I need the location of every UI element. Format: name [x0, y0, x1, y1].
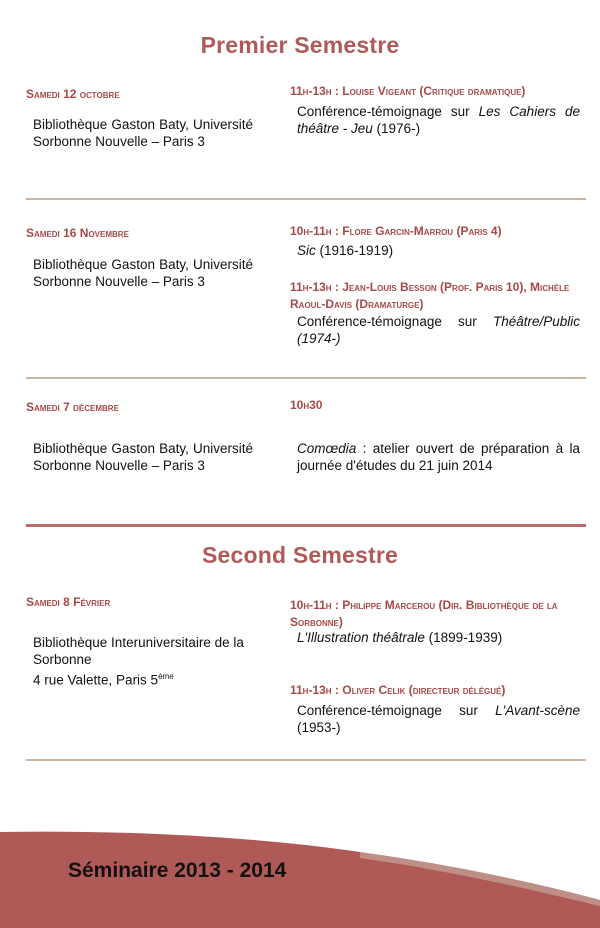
- event-time: 11h-13h : Jean-Louis Besson (Prof. Paris 10), Michèle Raoul-Davis (Dramaturge): [290, 280, 570, 311]
- session-date: Samedi 12 octobre: [26, 87, 120, 101]
- event-time: 10h-11h : Philippe Marcerou (Dir. Bibliothèque de la Sorbonne): [290, 598, 558, 629]
- event-description: Conférence-témoignage sur Les Cahiers de théâtre - Jeu (1976-): [297, 104, 580, 136]
- event-description: Conférence-témoignage sur Théâtre/Public (1974-): [297, 314, 580, 346]
- event-time: 11h-13h : Oliver Celik (directeur délégué): [290, 683, 506, 697]
- session-date: Samedi 8 Février: [26, 595, 111, 609]
- session-date: Samedi 16 Novembre: [26, 226, 129, 240]
- semester-title-2: Second Semestre: [201, 542, 399, 568]
- session-place: Bibliothèque Gaston Baty, Université Sorbonne Nouvelle – Paris 3: [33, 117, 253, 149]
- event-time: 10h-11h : Flore Garcin-Marrou (Paris 4): [290, 224, 502, 238]
- session-date: Samedi 7 décembre: [26, 400, 119, 414]
- event-time: 10h30: [290, 398, 323, 412]
- footer-title: Séminaire 2013 - 2014: [68, 859, 287, 882]
- session-place: Bibliothèque Gaston Baty, Université Sorbonne Nouvelle – Paris 3: [33, 257, 253, 289]
- divider: [26, 198, 586, 200]
- divider: [26, 759, 586, 761]
- divider: [26, 377, 586, 379]
- event-description: Conférence-témoignage sur L'Avant-scène (1953-): [297, 703, 580, 735]
- event-description: Sic (1916-1919): [297, 243, 394, 258]
- session-place: Bibliothèque Interuniversitaire de la Sorbonne 4 rue Valette, Paris 5ème: [33, 635, 244, 688]
- semester-title-1: Premier Semestre: [200, 32, 400, 58]
- event-description: L'Illustration théâtrale (1899-1939): [297, 630, 503, 645]
- session-place: Bibliothèque Gaston Baty, Université Sorbonne Nouvelle – Paris 3: [33, 441, 253, 473]
- divider: [26, 524, 586, 527]
- event-description: Comœdia : atelier ouvert de préparation à la journée d'études du 21 juin 2014: [297, 441, 580, 473]
- event-time: 11h-13h : Louise Vigeant (Critique dramatique): [290, 84, 526, 98]
